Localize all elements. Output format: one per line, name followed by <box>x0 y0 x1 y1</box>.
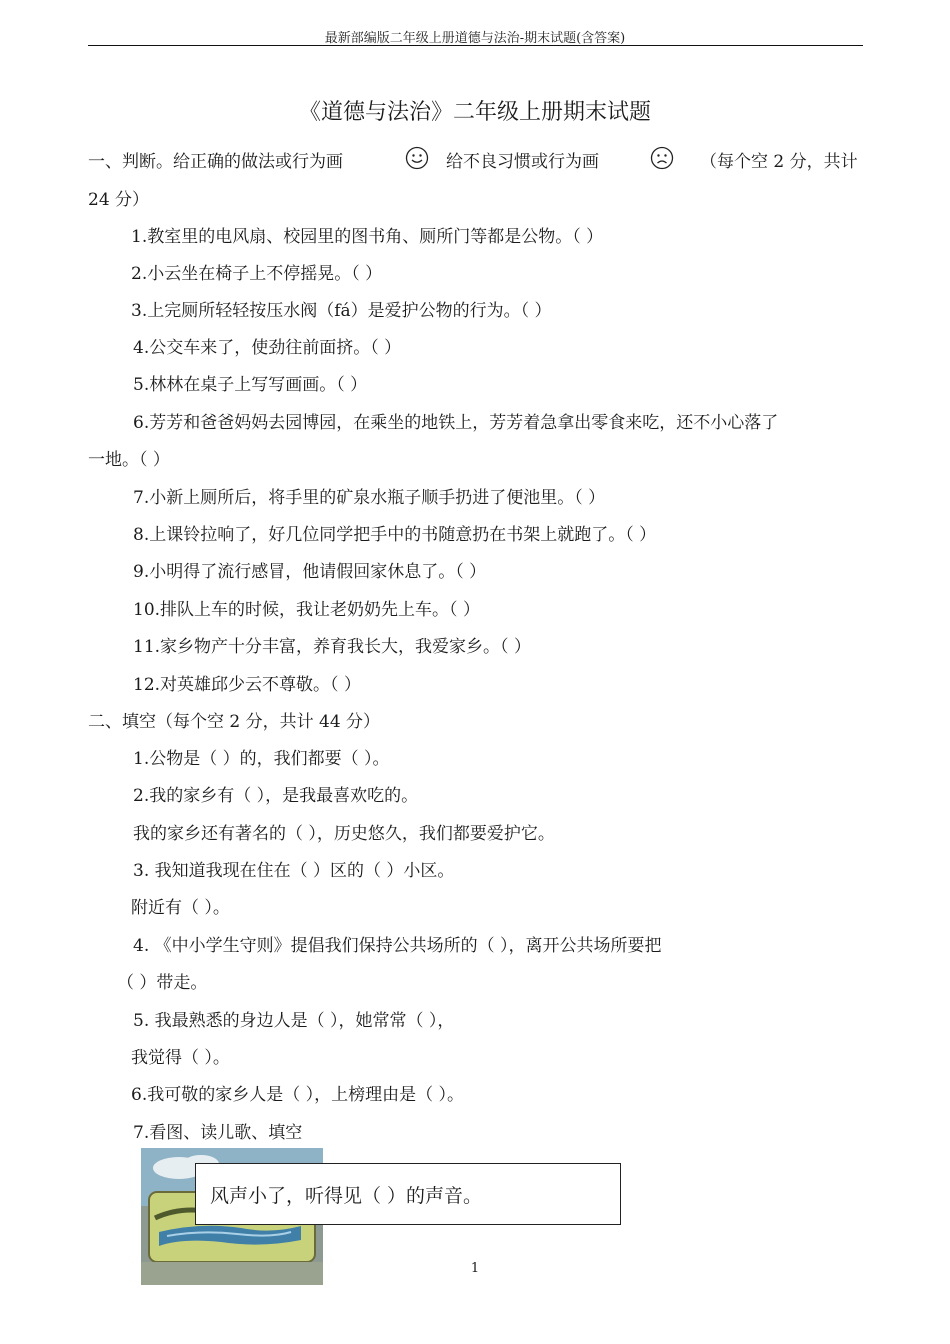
section1-intro-a: 一、判断。给正确的做法或行为画 <box>88 152 343 172</box>
section2-heading: 二、填空（每个空 2 分，共计 44 分） <box>88 712 381 732</box>
frowning-face-icon <box>650 146 674 170</box>
section1-intro-c: （每个空 2 分，共计 <box>700 152 858 172</box>
fill-item-2: 2.我的家乡有（ ），是我最喜欢吃的。 <box>133 786 419 806</box>
judge-item-9: 9.小明得了流行感冒，他请假回家休息了。（ ） <box>133 562 487 582</box>
rhyme-text: 风声小了，听得见（ ）的声音。 <box>210 1185 483 1207</box>
fill-item-1: 1.公物是（ ）的，我们都要（ ）。 <box>133 749 390 769</box>
fill-item-4: 4. 《中小学生守则》提倡我们保持公共场所的（ ），离开公共场所要把 <box>133 936 662 956</box>
judge-item-2: 2.小云坐在椅子上不停摇晃。（ ） <box>131 264 383 284</box>
judge-item-3: 3.上完厕所轻轻按压水阀（fá）是爱护公物的行为。（ ） <box>131 301 552 321</box>
fill-item-6: 6.我可敬的家乡人是（ ），上榜理由是（ ）。 <box>131 1085 465 1105</box>
smiley-face-icon <box>405 146 429 170</box>
judge-item-4: 4.公交车来了，使劲往前面挤。（ ） <box>133 338 402 358</box>
judge-item-12: 12.对英雄邱少云不尊敬。（ ） <box>133 675 361 695</box>
fill-item-3: 3. 我知道我现在住在（ ）区的（ ）小区。 <box>133 861 455 881</box>
header-rule <box>88 45 863 46</box>
page-number: 1 <box>470 1261 480 1276</box>
fill-item-4-cont: （ ）带走。 <box>117 973 208 993</box>
fill-item-5: 5. 我最熟悉的身边人是（ ），她常常（ ）， <box>133 1011 455 1031</box>
page-header: 最新部编版二年级上册道德与法治-期末试题(含答案) <box>324 31 626 46</box>
judge-item-6-cont: 一地。（ ） <box>88 450 170 470</box>
section1-intro-b: 给不良习惯或行为画 <box>446 152 599 172</box>
section1-intro-d: 24 分） <box>88 190 150 210</box>
rhyme-callout-box <box>195 1163 621 1225</box>
fill-item-5-cont: 我觉得（ ）。 <box>131 1048 230 1068</box>
fill-item-3-cont: 附近有（ ）。 <box>131 898 230 918</box>
judge-item-7: 7.小新上厕所后，将手里的矿泉水瓶子顺手扔进了便池里。（ ） <box>133 488 606 508</box>
judge-item-1: 1.教室里的电风扇、校园里的图书角、厕所门等都是公物。（ ） <box>131 227 604 247</box>
fill-item-7: 7.看图、读儿歌、填空 <box>133 1123 303 1143</box>
judge-item-8: 8.上课铃拉响了，好几位同学把手中的书随意扔在书架上就跑了。（ ） <box>133 525 657 545</box>
fill-item-2-cont: 我的家乡还有著名的（ ），历史悠久，我们都要爱护它。 <box>133 824 555 844</box>
document-title: 《道德与法治》二年级上册期末试题 <box>298 100 651 125</box>
judge-item-5: 5.林林在桌子上写写画画。（ ） <box>133 375 368 395</box>
judge-item-6: 6.芳芳和爸爸妈妈去园博园，在乘坐的地铁上，芳芳着急拿出零食来吃，还不小心落了 <box>133 413 779 433</box>
judge-item-11: 11.家乡物产十分丰富，养育我长大，我爱家乡。（ ） <box>133 637 531 657</box>
judge-item-10: 10.排队上车的时候，我让老奶奶先上车。（ ） <box>133 600 480 620</box>
